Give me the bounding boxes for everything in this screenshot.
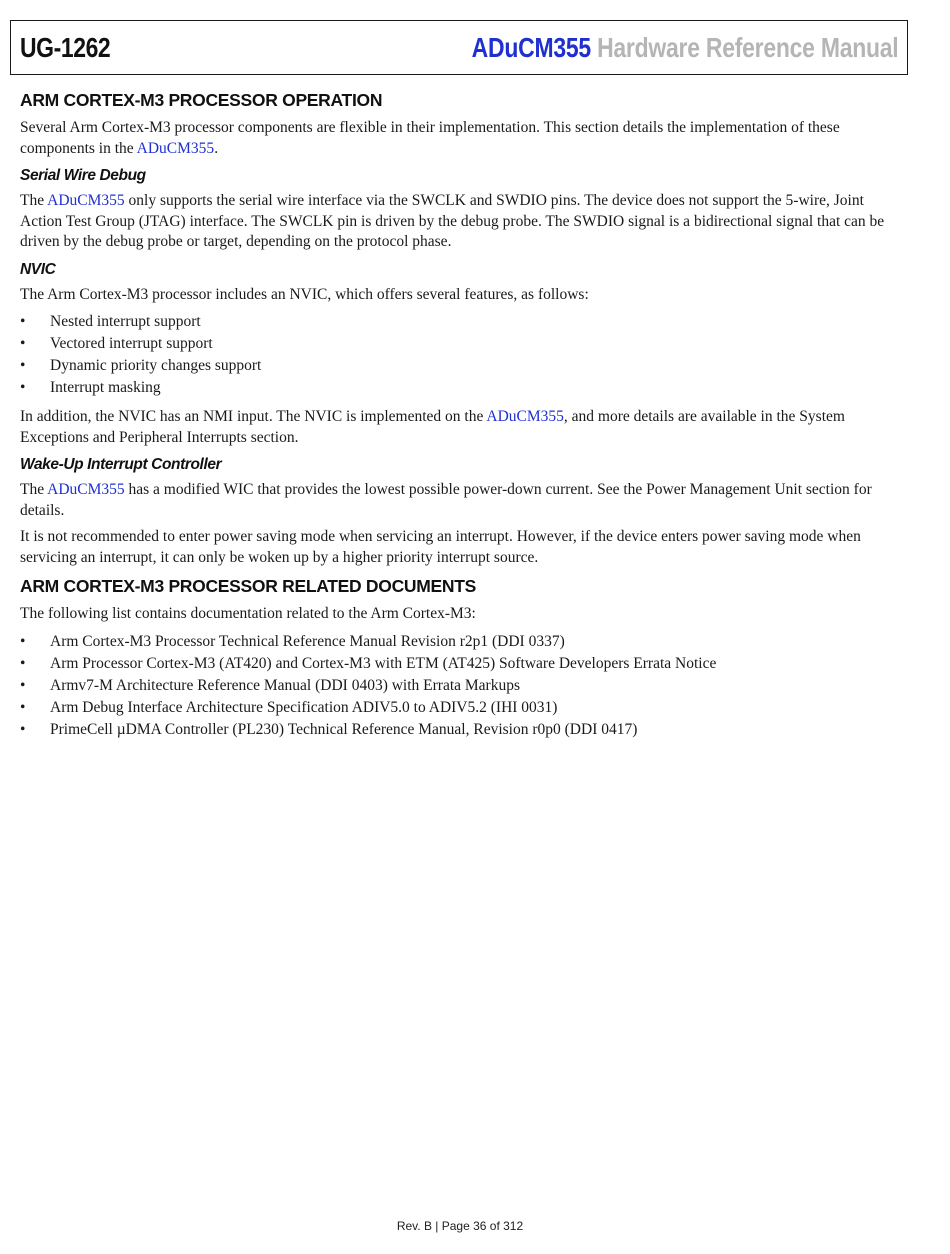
page-header [10, 20, 908, 75]
page-footer: Rev. B | Page 36 of 312 [396, 1219, 524, 1233]
list-item-text: Nested interrupt support [50, 313, 201, 330]
related-documents-list [20, 631, 900, 741]
swd-text-end: only supports the serial wire interface via the SWCLK and SWDIO pins. The device does not support the 5-wire, Joint Action Test Group (JTAG) interface. The SWCLK pin is driven by the debug probe. The SWDIO signal is a bidirectional signal that can be driven by the debug probe or target, depending on the protocol phase. [20, 192, 885, 250]
nvic-text-start: In addition, the NVIC has an NMI input. The NVIC is implemented on the [20, 408, 487, 425]
nvic-details-text [20, 407, 900, 448]
document-title [471, 32, 898, 64]
nvic-intro: The Arm Cortex-M3 processor includes an NVIC, which offers several features, as follows: [20, 285, 589, 303]
bullet-icon: • [20, 698, 26, 716]
aducm355-link[interactable]: ADuCM355 [47, 481, 125, 498]
bullet-icon: • [20, 379, 26, 396]
serial-wire-debug-text [20, 191, 900, 253]
section-heading-related-documents: ARM CORTEX-M3 PROCESSOR RELATED DOCUMENTS [20, 576, 477, 596]
list-item-text: Interrupt masking [50, 379, 161, 396]
list-item [20, 333, 900, 355]
bullet-icon: • [20, 335, 26, 352]
wic-text-1 [20, 480, 900, 521]
list-item [20, 719, 900, 741]
bullet-icon: • [20, 632, 26, 650]
list-item [20, 631, 900, 653]
list-item [20, 355, 900, 377]
list-item-text: Dynamic priority changes support [50, 357, 262, 374]
aducm355-link[interactable]: ADuCM355 [486, 408, 564, 425]
subheading-wake-up-interrupt-controller: Wake-Up Interrupt Controller [20, 456, 222, 473]
page-content [20, 90, 900, 749]
list-item [20, 653, 900, 675]
list-item [20, 697, 900, 719]
list-item-text: Arm Debug Interface Architecture Specification ADIV5.0 to ADIV5.2 (IHI 0031) [50, 698, 558, 716]
bullet-icon: • [20, 313, 26, 330]
aducm355-link[interactable]: ADuCM355 [47, 192, 125, 209]
intro-text: Several Arm Cortex-M3 processor components are flexible in their implementation. This section details the implementation of these components in the [20, 119, 840, 157]
section-heading-processor-operation: ARM CORTEX-M3 PROCESSOR OPERATION [20, 90, 383, 110]
aducm355-link[interactable]: ADuCM355 [136, 139, 215, 157]
bullet-icon: • [20, 676, 26, 694]
bullet-icon: • [20, 357, 26, 374]
product-name[interactable]: ADuCM355 [471, 32, 591, 63]
nvic-feature-list [20, 311, 900, 399]
subheading-serial-wire-debug: Serial Wire Debug [20, 167, 146, 184]
intro-text-end: . [214, 139, 219, 157]
list-item [20, 377, 900, 399]
processor-operation-intro [20, 118, 900, 159]
list-item [20, 675, 900, 697]
nvic-text-end: , and more details are available in the System Exceptions and Peripheral Interrupts section. [20, 408, 845, 446]
wic-text-start: The [20, 481, 48, 498]
manual-name: Hardware Reference Manual [596, 32, 898, 63]
wic-text-end: has a modified WIC that provides the lowest possible power-down current. See the Power Management Unit section for details. [20, 481, 872, 519]
list-item [20, 311, 900, 333]
swd-text-start: The [20, 192, 48, 209]
related-documents-intro: The following list contains documentation related to the Arm Cortex-M3: [20, 605, 476, 622]
list-item-text: Arm Cortex-M3 Processor Technical Reference Manual Revision r2p1 (DDI 0337) [50, 632, 565, 650]
list-item-text: Arm Processor Cortex-M3 (AT420) and Cortex-M3 with ETM (AT425) Software Developers Errata Notice [50, 654, 717, 672]
wic-text-2: It is not recommended to enter power saving mode when servicing an interrupt. However, if the device enters power saving mode when servicing an interrupt, it can only be woken up by a higher priority interrupt source. [20, 528, 861, 566]
bullet-icon: • [20, 654, 26, 672]
list-item-text: Vectored interrupt support [50, 335, 213, 352]
subheading-nvic: NVIC [20, 260, 56, 278]
list-item-text: Armv7-M Architecture Reference Manual (DDI 0403) with Errata Markups [50, 676, 521, 694]
bullet-icon: • [20, 720, 26, 738]
list-item-text: PrimeCell µDMA Controller (PL230) Technical Reference Manual, Revision r0p0 (DDI 0417) [50, 720, 638, 738]
document-id: UG-1262 [20, 32, 111, 63]
